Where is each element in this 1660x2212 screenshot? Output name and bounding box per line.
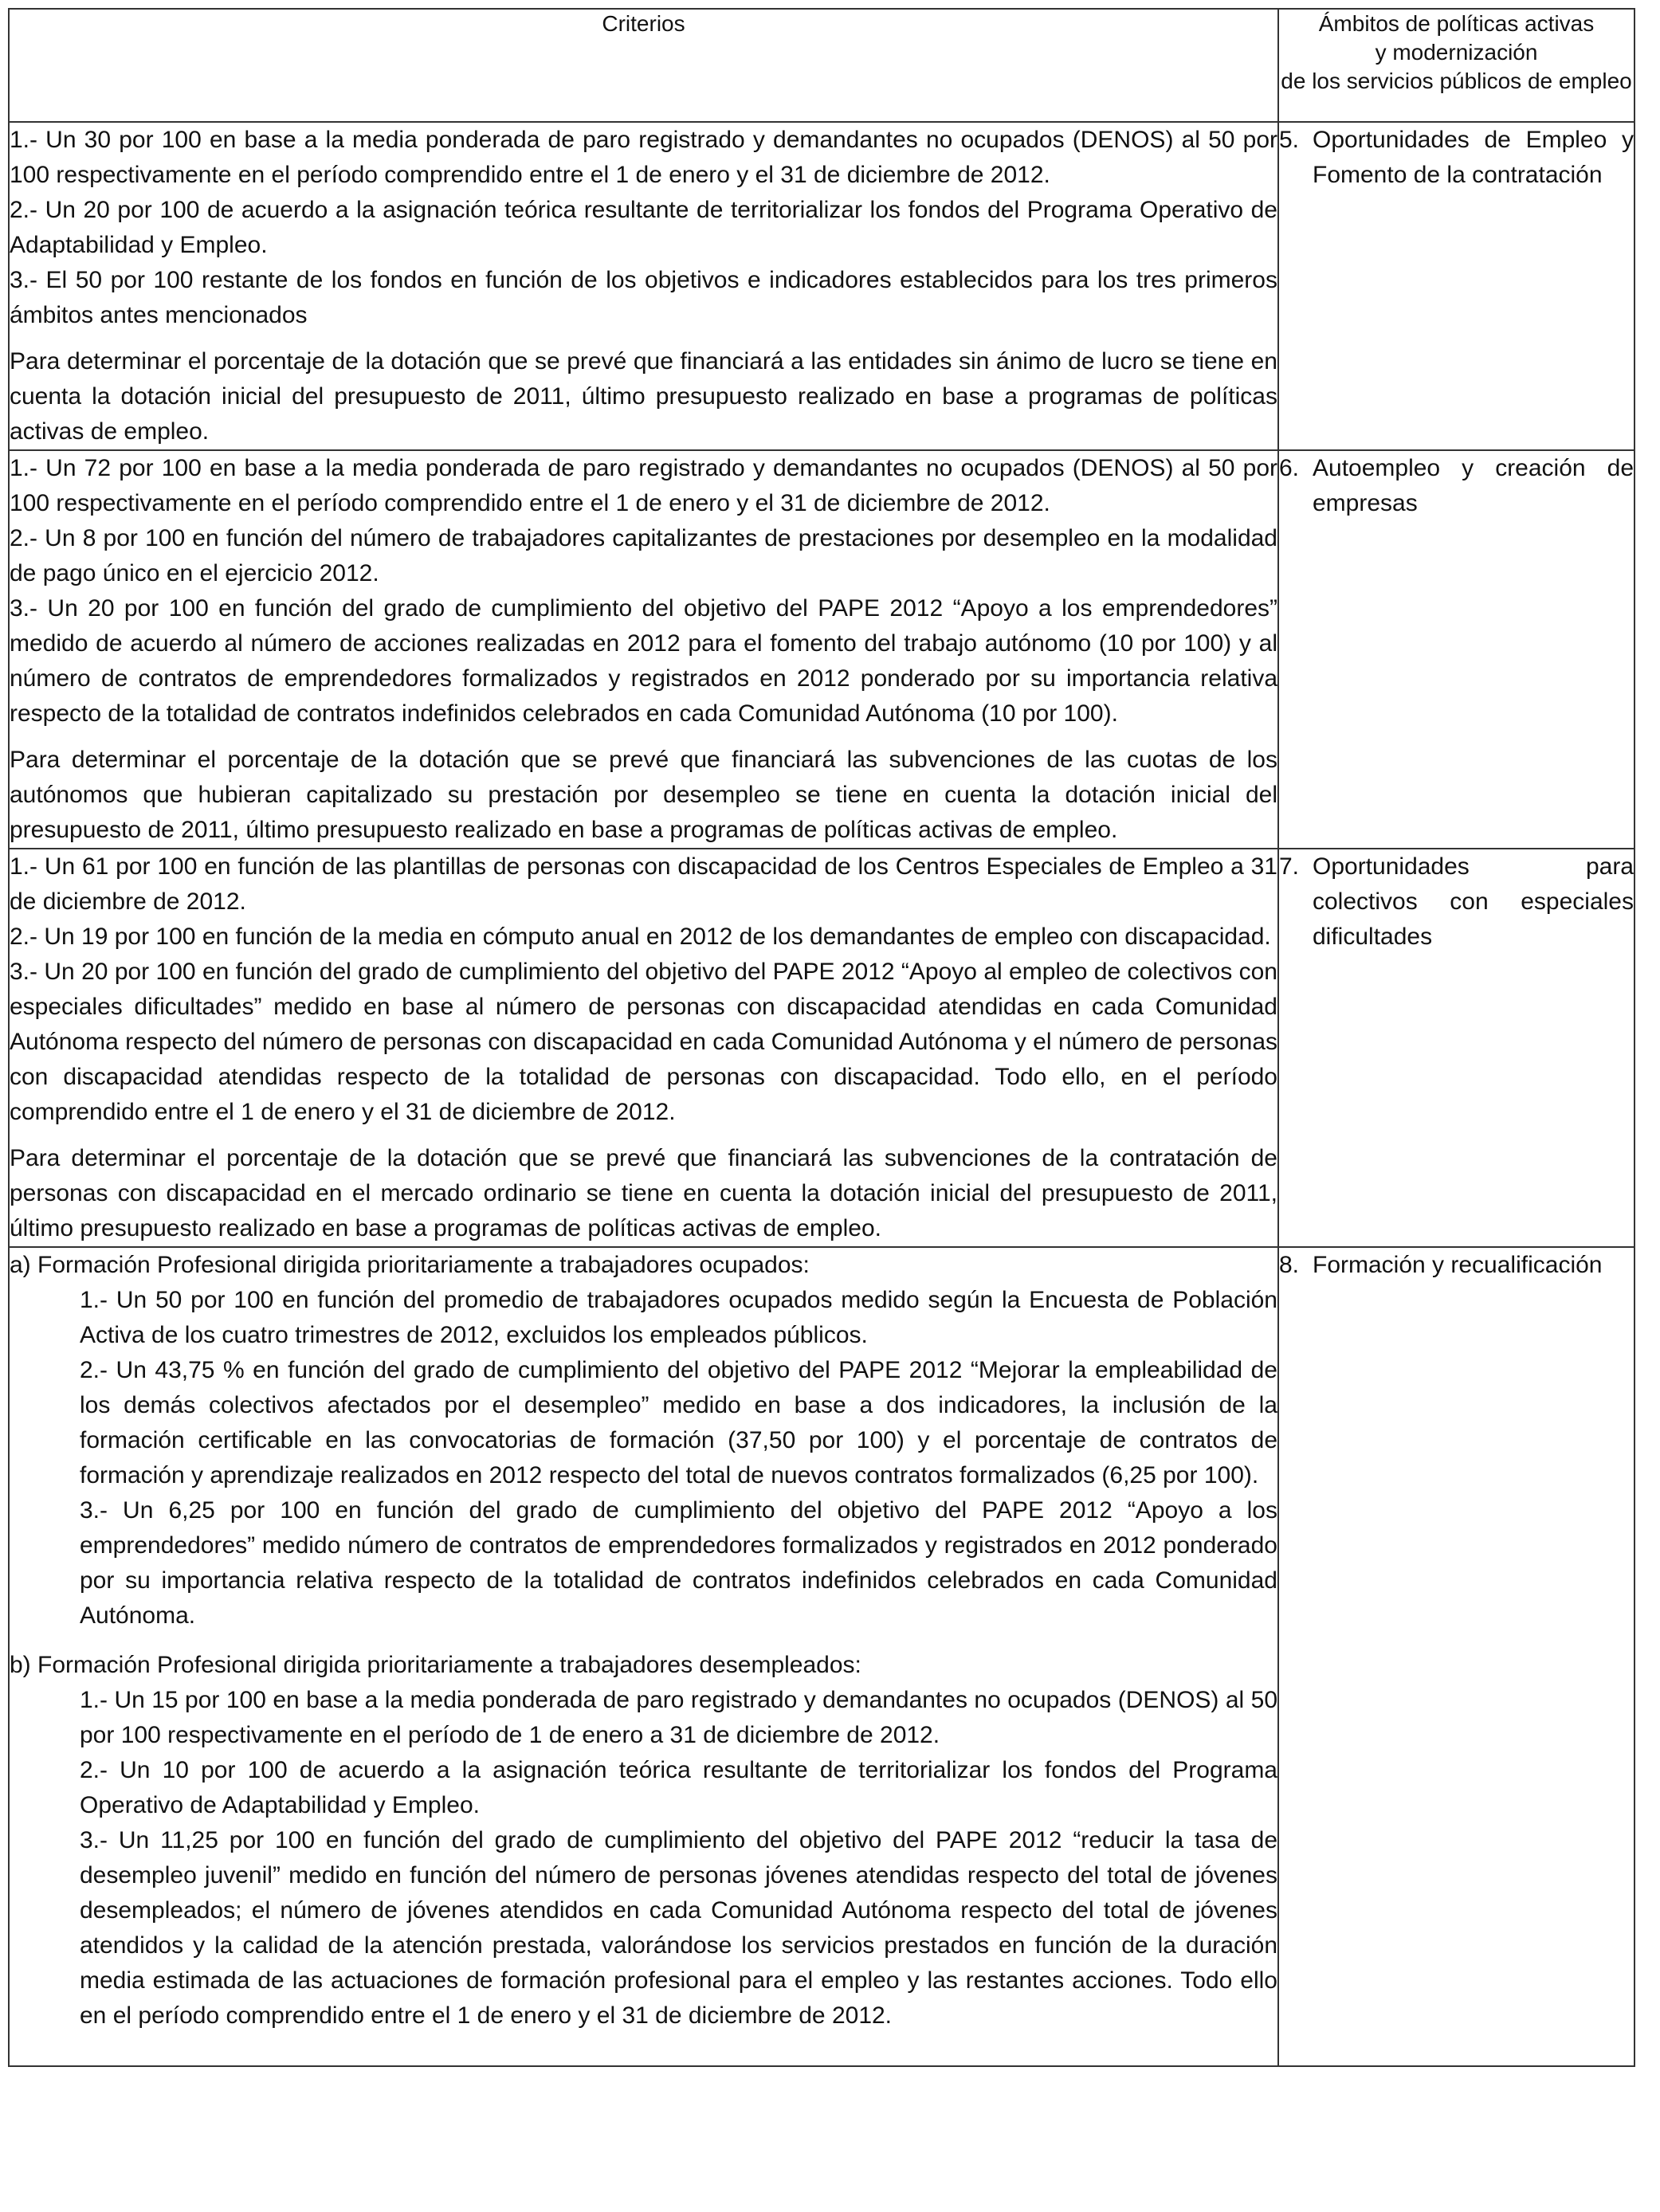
criteria-cell-5 — [9, 122, 1278, 450]
table-row — [9, 1247, 1634, 2066]
section-a-heading: a) Formación Profesional dirigida prioritariamente a trabajadores ocupados: — [10, 1252, 810, 1278]
table-row — [9, 849, 1634, 1247]
criterion-item: 2.- Un 8 por 100 en función del número de trabajadores capitalizantes de prestaciones por desempleo en la modalidad de pago único en el ejercicio 2012. — [10, 525, 1277, 586]
criterion-note: Para determinar el porcentaje de la dotación que se prevé que financiará a las entidades sin ánimo de lucro se tiene en cuenta la dotación inicial del presupuesto de 2011, último presupuesto realizado en base a programas de políticas activas de empleo. — [10, 348, 1277, 445]
header-ambitos-line-1: Ámbitos de políticas activas — [1318, 11, 1595, 36]
table-header-row — [9, 9, 1634, 122]
section-b-list — [10, 1683, 1277, 2034]
ambito-label: Formación y recualificación — [1313, 1252, 1603, 1278]
ambito-label: Oportunidades para colectivos con especiales dificultades — [1313, 853, 1634, 950]
criterion-item: 3.- Un 11,25 por 100 en función del grado de cumplimiento del objetivo del PAPE 2012 “reducir la tasa de desempleo juvenil” medido en función del número de personas jóvenes atendidas respecto del total de jóvenes desempleados; el número de jóvenes atendidos en cada Comunidad Autónoma respecto del total de jóvenes atendidos y la calidad de la atención prestada, valorándose los servicios prestados en función de la duración media estimada de las actuaciones de formación profesional para el empleo y las restantes acciones. Todo ello en el período comprendido entre el 1 de enero y el 31 de diciembre de 2012. — [80, 1827, 1277, 2029]
criteria-cell-8 — [9, 1247, 1278, 2066]
ambito-label: Oportunidades de Empleo y Fomento de la contratación — [1313, 127, 1634, 188]
ambito-number: 8. — [1279, 1252, 1300, 1278]
header-ambitos-line-3: de los servicios públicos de empleo — [1281, 69, 1632, 93]
ambito-cell-8 — [1278, 1247, 1634, 2066]
ambito-number: 5. — [1279, 127, 1300, 153]
criteria-cell-7 — [9, 849, 1278, 1247]
criterion-item: 2.- Un 19 por 100 en función de la media en cómputo anual en 2012 de los demandantes de empleo con discapacidad. — [10, 924, 1271, 950]
criterion-item: 2.- Un 43,75 % en función del grado de cumplimiento del objetivo del PAPE 2012 “Mejorar la empleabilidad de los demás colectivos afectados por el desempleo” medido en base a dos indicadores, la inclusión de la formación certificable en las convocatorias de formación (37,50 por 100) y el porcentaje de contratos de formación y aprendizaje realizados en 2012 respecto del total de nuevos contratos formalizados (6,25 por 100). — [80, 1357, 1277, 1488]
criteria-document — [8, 8, 1634, 2067]
ambito-cell-6 — [1278, 450, 1634, 849]
header-ambitos-line-2: y modernización — [1375, 40, 1538, 65]
section-b-heading: b) Formación Profesional dirigida prioritariamente a trabajadores desempleados: — [10, 1652, 861, 1678]
criterion-item: 3.- Un 20 por 100 en función del grado de cumplimiento del objetivo del PAPE 2012 “Apoyo a los emprendedores” medido de acuerdo al número de acciones realizadas en 2012 para el fomento del trabajo autónomo (10 por 100) y al número de contratos de emprendedores formalizados y registrados en 2012 ponderado por su importancia relativa respecto de la totalidad de contratos indefinidos celebrados en cada Comunidad Autónoma (10 por 100). — [10, 595, 1277, 727]
criteria-table — [8, 8, 1635, 2067]
criterion-item: 3.- El 50 por 100 restante de los fondos en función de los objetivos e indicadores establecidos para los tres primeros ámbitos antes mencionados — [10, 267, 1277, 328]
criteria-cell-6 — [9, 450, 1278, 849]
header-criterios: Criterios — [9, 9, 1278, 122]
ambito-cell-5 — [1278, 122, 1634, 450]
criterion-item: 1.- Un 61 por 100 en función de las plantillas de personas con discapacidad de los Centros Especiales de Empleo a 31 de diciembre de 2012. — [10, 853, 1277, 915]
criterion-item: 3.- Un 6,25 por 100 en función del grado de cumplimiento del objetivo del PAPE 2012 “Apoyo a los emprendedores” medido número de contratos de emprendedores formalizados y registrados en 2012 ponderado por su importancia relativa respecto de la totalidad de contratos indefinidos celebrados en cada Comunidad Autónoma. — [80, 1497, 1277, 1629]
criterion-item: 2.- Un 10 por 100 de acuerdo a la asignación teórica resultante de territorializar los fondos del Programa Operativo de Adaptabilidad y Empleo. — [80, 1757, 1277, 1818]
criterion-note: Para determinar el porcentaje de la dotación que se prevé que financiará las subvenciones de la contratación de personas con discapacidad en el mercado ordinario se tiene en cuenta la dotación inicial del presupuesto de 2011, último presupuesto realizado en base a programas de políticas activas de empleo. — [10, 1145, 1277, 1241]
table-row — [9, 122, 1634, 450]
ambito-number: 6. — [1279, 455, 1300, 481]
criterion-item: 1.- Un 50 por 100 en función del promedio de trabajadores ocupados medido según la Encuesta de Población Activa de los cuatro trimestres de 2012, excluidos los empleados públicos. — [80, 1287, 1277, 1348]
ambito-label: Autoempleo y creación de empresas — [1313, 455, 1634, 516]
criterion-item: 1.- Un 15 por 100 en base a la media ponderada de paro registrado y demandantes no ocupados (DENOS) al 50 por 100 respectivamente en el período de 1 de enero a 31 de diciembre de 2012. — [80, 1687, 1277, 1748]
criterion-item: 2.- Un 20 por 100 de acuerdo a la asignación teórica resultante de territorializar los fondos del Programa Operativo de Adaptabilidad y Empleo. — [10, 197, 1277, 258]
header-ambitos — [1278, 9, 1634, 122]
criterion-note: Para determinar el porcentaje de la dotación que se prevé que financiará las subvenciones de las cuotas de los autónomos que hubieran capitalizado su prestación por desempleo se tiene en cuenta la dotación inicial del presupuesto de 2011, último presupuesto realizado en base a programas de políticas activas de empleo. — [10, 747, 1277, 843]
criterion-item: 3.- Un 20 por 100 en función del grado de cumplimiento del objetivo del PAPE 2012 “Apoyo al empleo de colectivos con especiales dificultades” medido en base al número de personas con discapacidad atendidas en cada Comunidad Autónoma respecto del número de personas con discapacidad en cada Comunidad Autónoma y el número de personas con discapacidad atendidas respecto de la totalidad de personas con discapacidad. Todo ello, en el período comprendido entre el 1 de enero y el 31 de diciembre de 2012. — [10, 959, 1278, 1125]
table-row — [9, 450, 1634, 849]
criterion-item: 1.- Un 30 por 100 en base a la media ponderada de paro registrado y demandantes no ocupados (DENOS) al 50 por 100 respectivamente en el período comprendido entre el 1 de enero y el 31 de diciembre de 2012. — [10, 127, 1277, 188]
ambito-number: 7. — [1279, 853, 1300, 880]
ambito-cell-7 — [1278, 849, 1634, 1247]
section-a-list — [10, 1283, 1277, 1634]
criterion-item: 1.- Un 72 por 100 en base a la media ponderada de paro registrado y demandantes no ocupados (DENOS) al 50 por 100 respectivamente en el período comprendido entre el 1 de enero y el 31 de diciembre de 2012. — [10, 455, 1277, 516]
